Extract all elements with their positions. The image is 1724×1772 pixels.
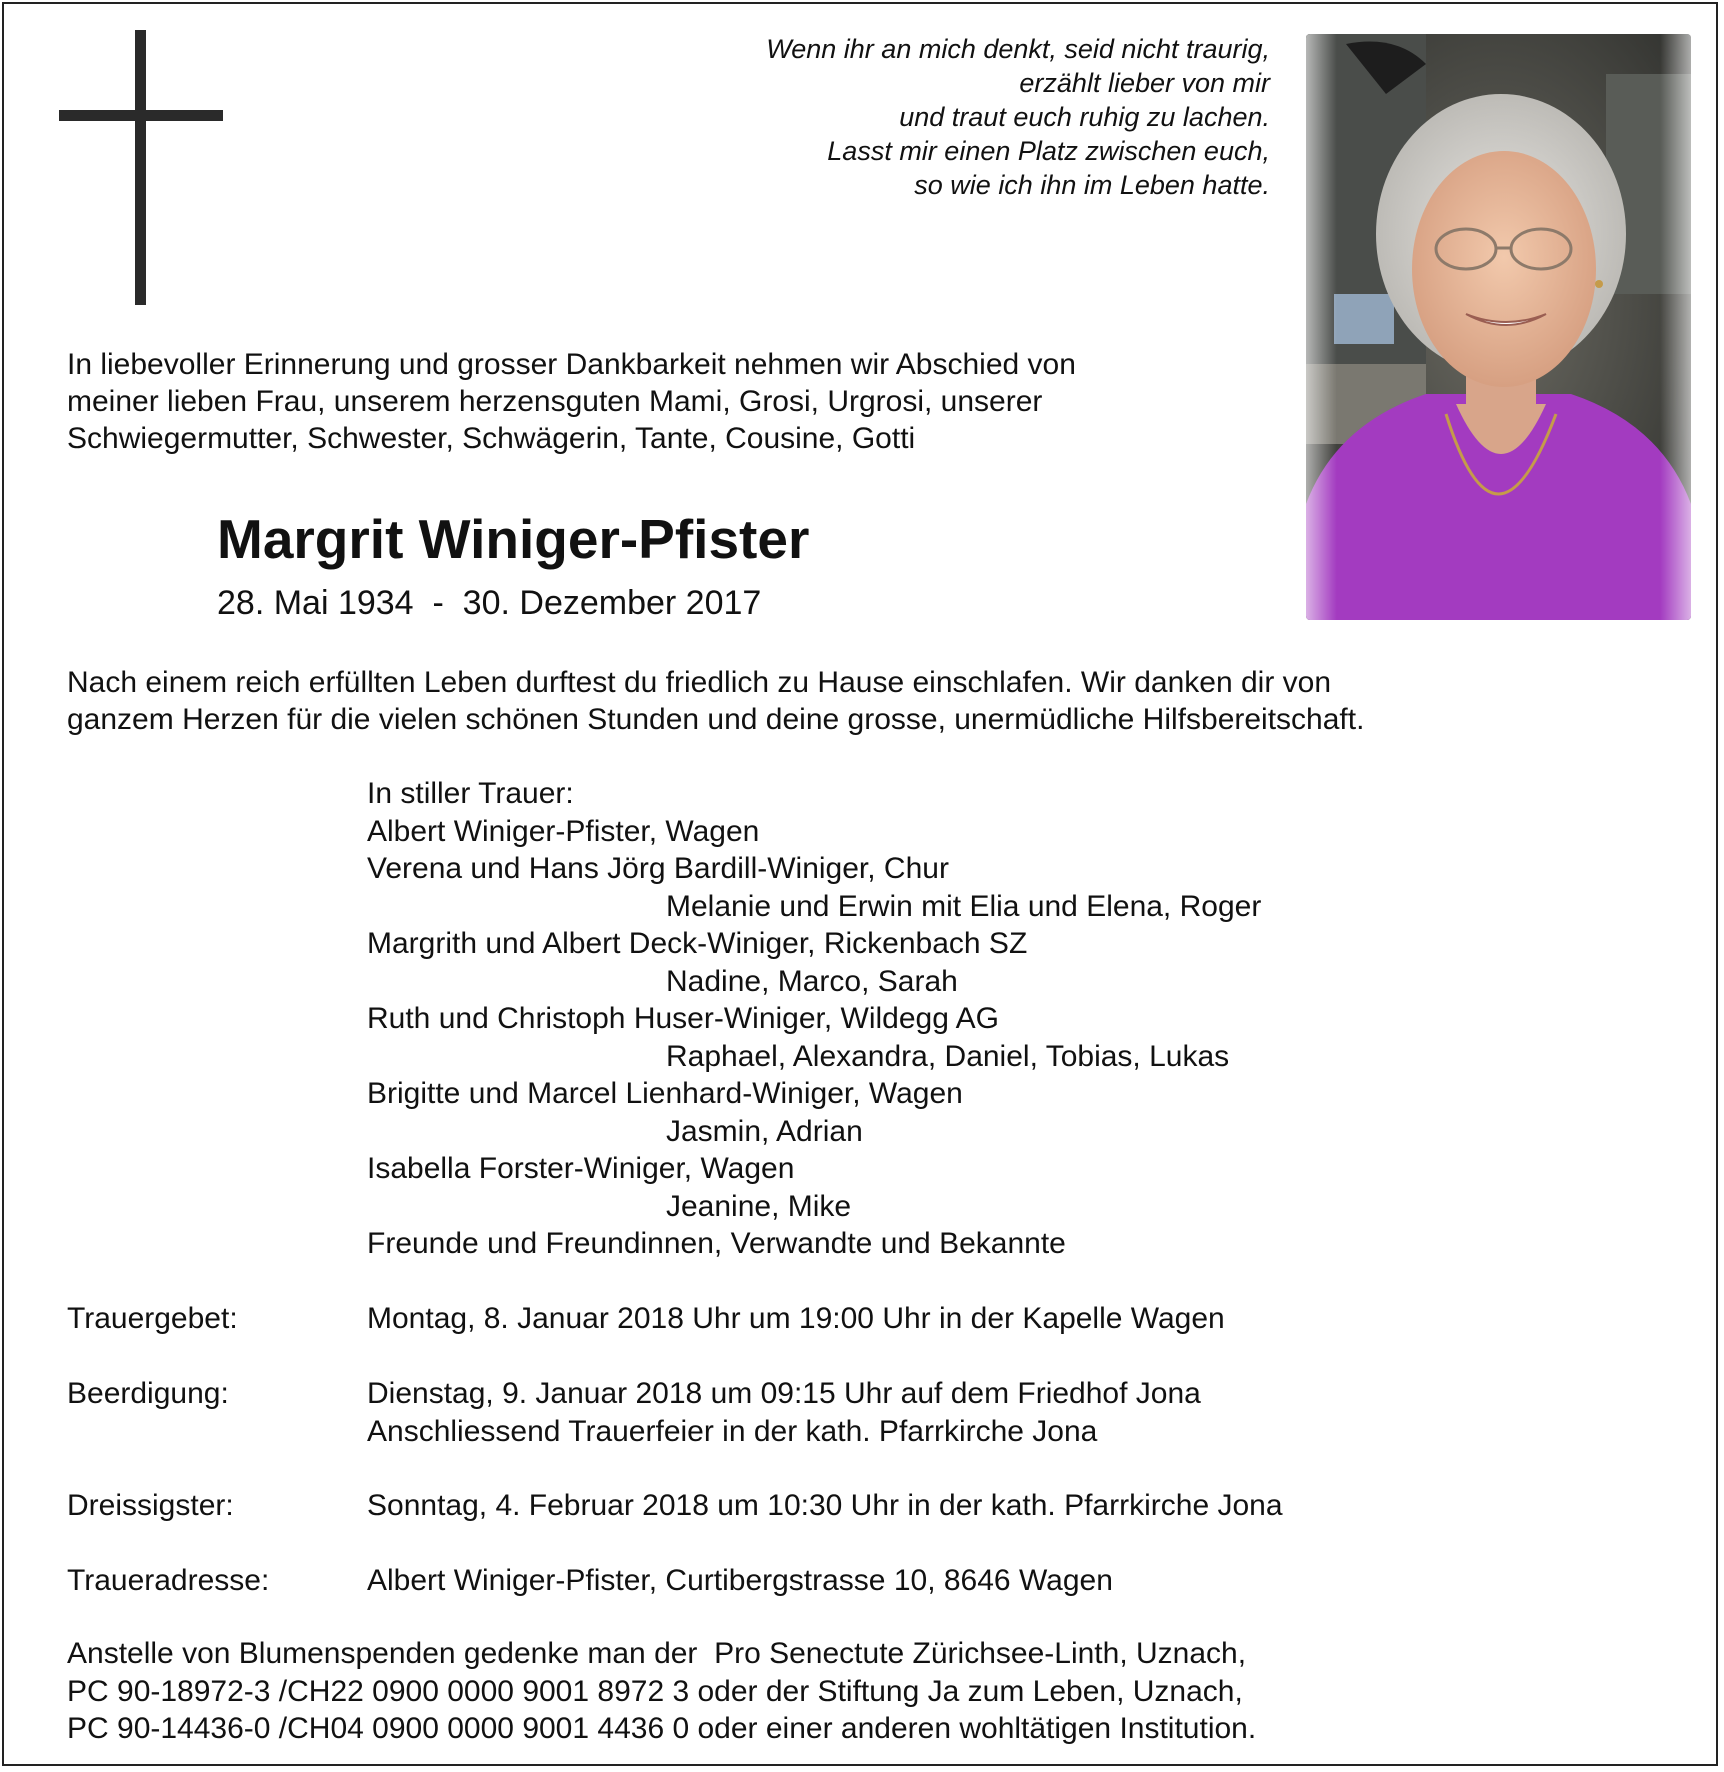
- intro-line: In liebevoller Erinnerung und grosser Dankbarkeit nehmen wir Abschied von: [67, 348, 1076, 381]
- farewell-paragraph: [67, 664, 1364, 738]
- poem-line: so wie ich ihn im Leben hatte.: [914, 170, 1270, 200]
- mourner-line: Freunde und Freundinnen, Verwandte und Bekannte: [367, 1227, 1066, 1260]
- mourners-list: [367, 775, 1261, 1263]
- poem: [766, 32, 1270, 202]
- donation-note: [67, 1635, 1256, 1748]
- poem-line: Wenn ihr an mich denkt, seid nicht traurig,: [766, 34, 1270, 64]
- mourner-line: Albert Winiger-Pfister, Wagen: [367, 814, 760, 848]
- event-label: Beerdigung:: [67, 1377, 229, 1410]
- event-detail: Anschliessend Trauerfeier in der kath. Pfarrkirche Jona: [367, 1414, 1098, 1448]
- mourner-line: Isabella Forster-Winiger, Wagen: [367, 1152, 795, 1185]
- deceased-name: Margrit Winiger-Pfister: [217, 508, 810, 570]
- event-label: Trauergebet:: [67, 1302, 238, 1335]
- poem-line: Lasst mir einen Platz zwischen euch,: [827, 136, 1270, 166]
- mourner-line: Verena und Hans Jörg Bardill-Winiger, Chur: [367, 852, 949, 885]
- paragraph-line: Nach einem reich erfüllten Leben durftest du friedlich zu Hause einschlafen. Wir danken dir von: [67, 666, 1332, 699]
- paragraph-line: ganzem Herzen für die vielen schönen Stunden und deine grosse, unermüdliche Hilfsbereitschaft.: [67, 703, 1365, 736]
- mourner-line: Brigitte und Marcel Lienhard-Winiger, Wagen: [367, 1077, 963, 1110]
- intro-text: [67, 346, 1076, 457]
- event-detail: Montag, 8. Januar 2018 Uhr um 19:00 Uhr in der Kapelle Wagen: [367, 1302, 1225, 1335]
- intro-line: meiner lieben Frau, unserem herzensguten Mami, Grosi, Urgrosi, unserer: [67, 385, 1043, 418]
- donation-line: PC 90-14436-0 /CH04 0900 0000 9001 4436 0 oder einer anderen wohltätigen Institution.: [67, 1712, 1257, 1745]
- mourners-heading: In stiller Trauer:: [367, 777, 574, 810]
- event-detail: Sonntag, 4. Februar 2018 um 10:30 Uhr in der kath. Pfarrkirche Jona: [367, 1489, 1283, 1522]
- event-detail: Albert Winiger-Pfister, Curtibergstrasse 10, 8646 Wagen: [367, 1564, 1113, 1597]
- mourner-line: Margrith und Albert Deck-Winiger, Rickenbach SZ: [367, 927, 1028, 960]
- poem-line: erzählt lieber von mir: [1019, 68, 1270, 98]
- donation-line: Anstelle von Blumenspenden gedenke man der Pro Senectute Zürichsee-Linth, Uznach,: [67, 1637, 1247, 1670]
- life-dates: 28. Mai 1934 - 30. Dezember 2017: [217, 584, 762, 622]
- event-detail: Dienstag, 9. Januar 2018 um 09:15 Uhr auf dem Friedhof Jona: [367, 1377, 1201, 1410]
- mourner-line-children: Raphael, Alexandra, Daniel, Tobias, Lukas: [666, 1039, 1230, 1073]
- mourner-line-children: Nadine, Marco, Sarah: [666, 964, 958, 998]
- event-label: Traueradresse:: [67, 1564, 270, 1597]
- intro-line: Schwiegermutter, Schwester, Schwägerin, Tante, Cousine, Gotti: [67, 422, 916, 455]
- portrait-photo: [1306, 34, 1691, 620]
- event-label: Dreissigster:: [67, 1489, 234, 1522]
- mourner-line-children: Jeanine, Mike: [666, 1189, 852, 1223]
- mourner-line: Ruth und Christoph Huser-Winiger, Wildegg AG: [367, 1002, 999, 1035]
- donation-line: PC 90-18972-3 /CH22 0900 0000 9001 8972 3 oder der Stiftung Ja zum Leben, Uznach,: [67, 1674, 1243, 1708]
- poem-line: und traut euch ruhig zu lachen.: [899, 102, 1270, 132]
- mourner-line-children: Jasmin, Adrian: [666, 1114, 863, 1148]
- mourner-line-children: Melanie und Erwin mit Elia und Elena, Roger: [666, 889, 1262, 923]
